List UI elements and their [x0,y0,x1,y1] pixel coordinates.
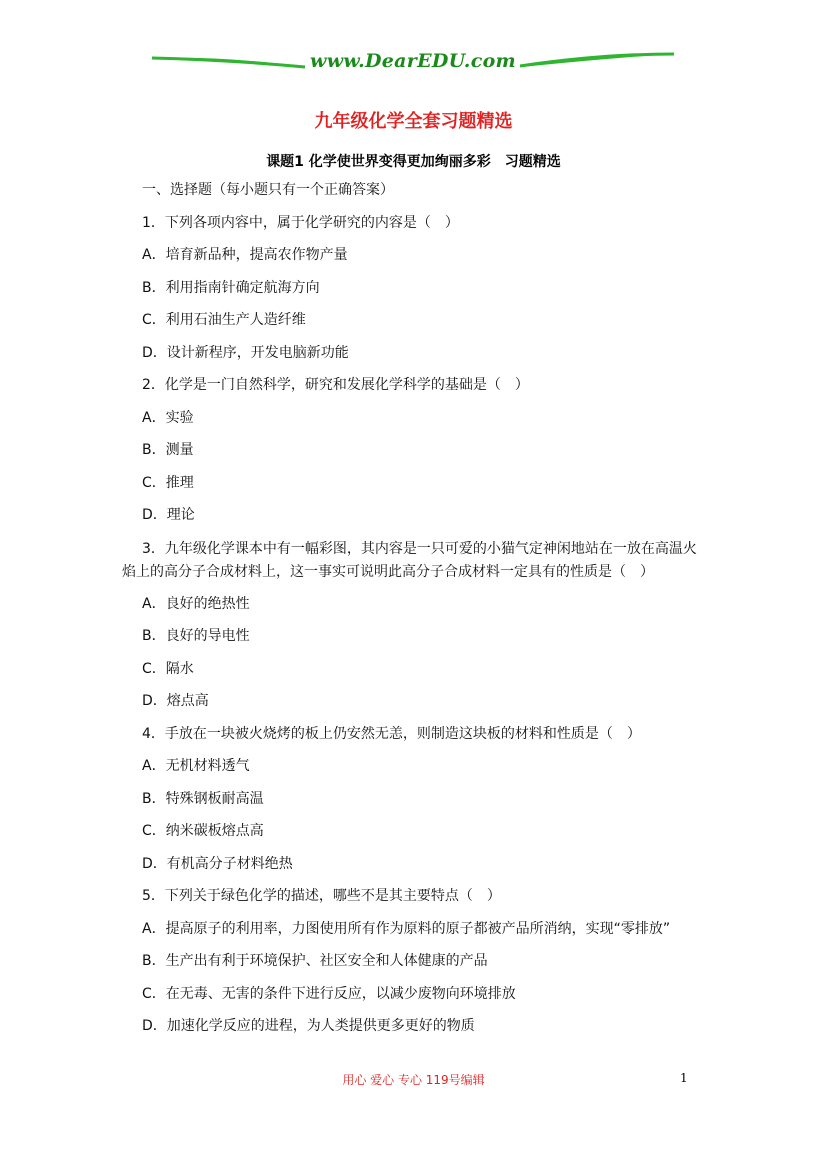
site-header [150,48,676,78]
question-4-option-d: D．有机高分子材料绝热 [142,855,293,872]
question-3-option-b: B．良好的导电性 [142,628,250,644]
page-footer: 用心 爱心 专心 119号编辑 [342,1073,485,1087]
question-3-stem-line-1: 3．九年级化学课本中有一幅彩图，其内容是一只可爱的小猫气定神闲地站在一放在高温火 [142,540,697,557]
question-5-stem: 5．下列关于绿色化学的描述，哪些不是其主要特点（ ） [142,888,501,904]
page-title: 九年级化学全套习题精选 [314,111,513,132]
question-2-option-a: A．实验 [142,409,194,426]
question-list [122,180,702,1049]
question-1-stem: 1．下列各项内容中，属于化学研究的内容是（ ） [142,214,459,231]
question-3-stem [122,538,702,584]
question-5-option-a: A．提高原子的利用率，力图使用所有作为原料的原子都被产品所消纳，实现“零排放” [142,920,671,937]
question-1-option-d: D．设计新程序，开发电脑新功能 [142,344,349,361]
question-3-option-d: D．熔点高 [142,693,209,709]
question-3-stem-line-2: 焰上的高分子合成材料上，这一事实可说明此高分子合成材料一定具有的性质是（ ） [122,563,654,580]
question-3-option-a: A．良好的绝热性 [142,595,250,612]
question-1-option-a: A．培育新品种，提高农作物产量 [142,247,348,263]
question-5-option-c: C．在无毒、无害的条件下进行反应，以减少废物向环境排放 [142,985,516,1002]
question-1-option-c: C．利用石油生产人造纤维 [142,312,306,328]
question-4-option-c: C．纳米碳板熔点高 [142,823,264,839]
question-2-option-d: D．理论 [142,507,195,523]
section-heading: 一、选择题（每小题只有一个正确答案） [142,182,394,198]
page-number: 1 [680,1071,688,1085]
question-1-option-b: B．利用指南针确定航海方向 [142,279,320,296]
lesson-subtitle: 课题1 化学使世界变得更加绚丽多彩 习题精选 [266,154,561,170]
question-4-option-b: B．特殊钢板耐高温 [142,790,264,807]
site-name[interactable]: www.DearEDU.com [310,50,516,72]
question-4-option-a: A．无机材料透气 [142,758,250,774]
question-3-option-c: C．隔水 [142,660,194,677]
question-5-option-d: D．加速化学反应的进程，为人类提供更多更好的物质 [142,1018,475,1034]
question-4-stem: 4．手放在一块被火烧烤的板上仍安然无恙，则制造这块板的材料和性质是（ ） [142,725,641,742]
question-2-option-b: B．测量 [142,442,194,458]
question-2-option-c: C．推理 [142,474,194,491]
question-5-option-b: B．生产出有利于环境保护、社区安全和人体健康的产品 [142,953,488,969]
question-2-stem: 2．化学是一门自然科学，研究和发展化学科学的基础是（ ） [142,377,529,393]
